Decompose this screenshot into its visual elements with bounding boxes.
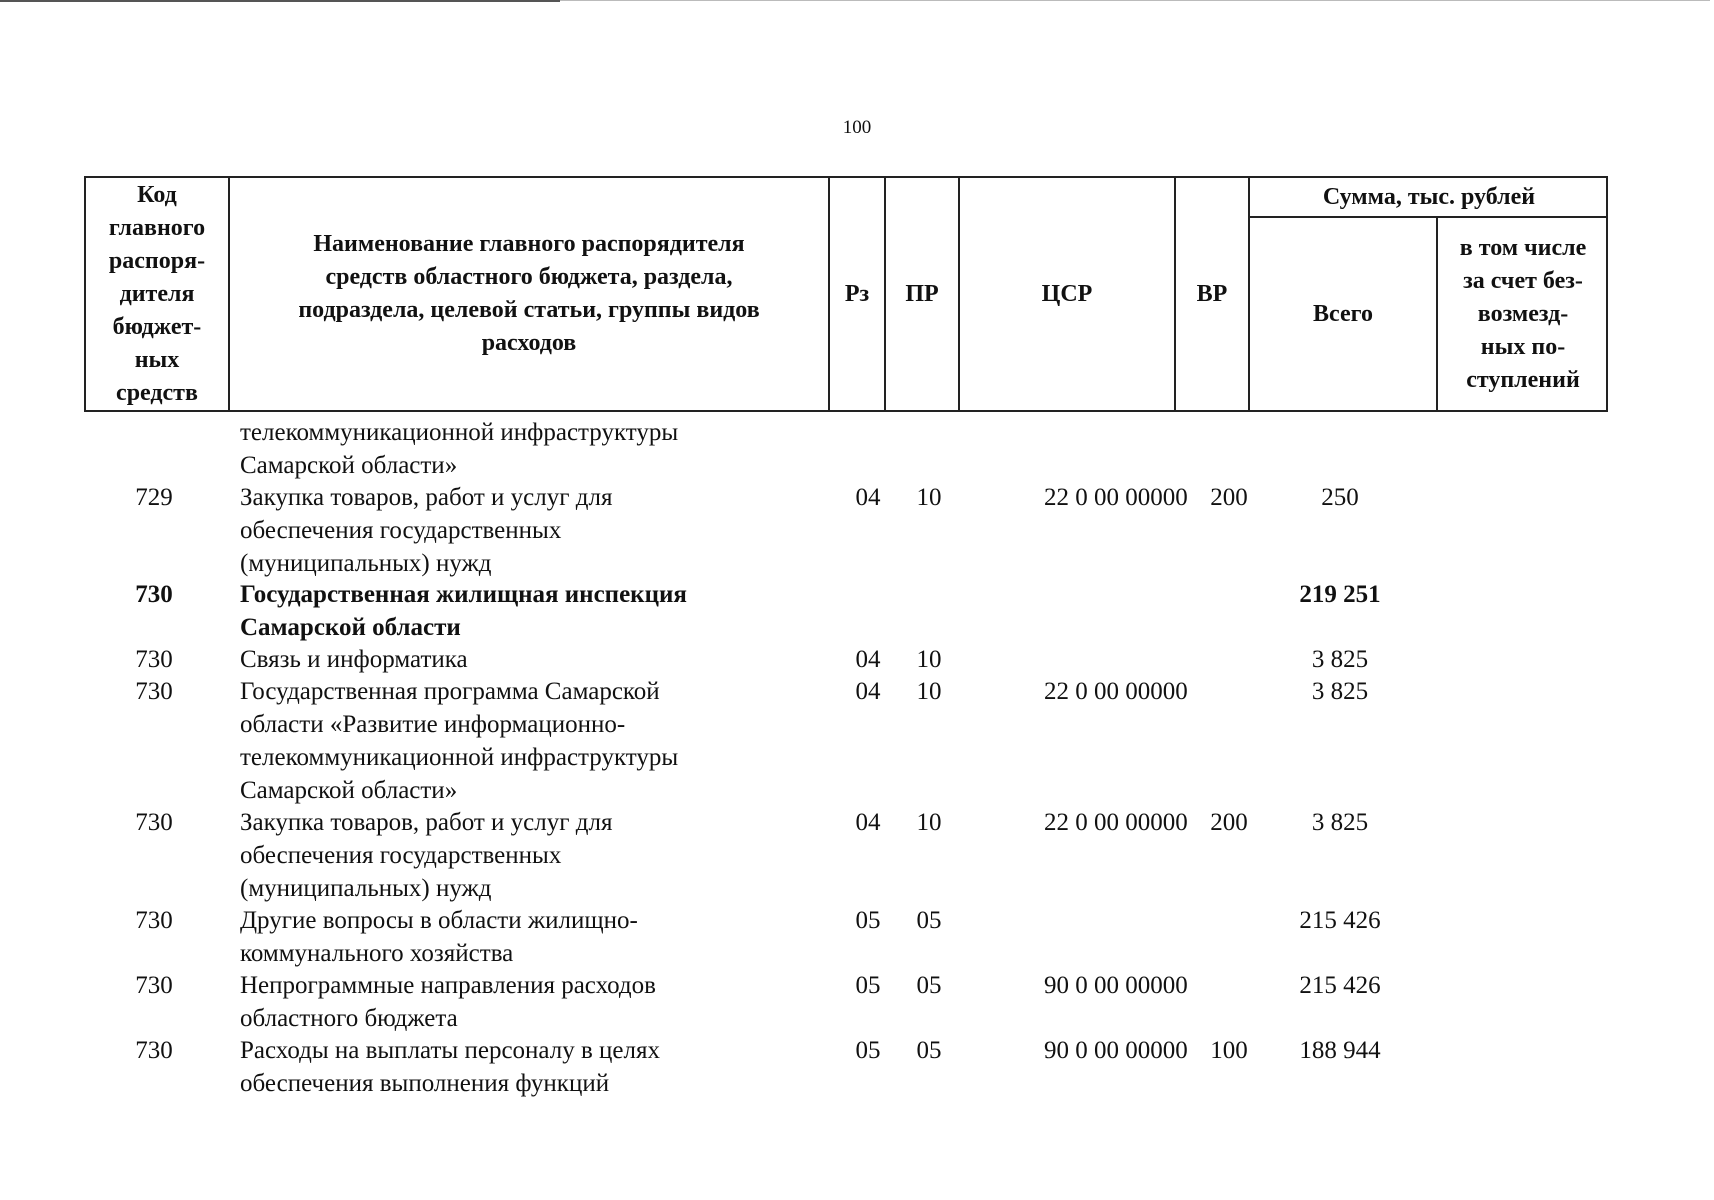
row-name — [240, 643, 840, 676]
row-total: 3 825 — [1311, 646, 1369, 673]
row-total: 219 251 — [1299, 581, 1381, 608]
header-name-text — [298, 228, 759, 360]
header-line: возмезд- — [1477, 300, 1569, 327]
page-number: 100 — [842, 117, 872, 138]
row-name-line: обеспечения выполнения функций — [240, 1070, 610, 1097]
row-name-line: Самарской области — [240, 614, 461, 641]
row-name-line: Закупка товаров, работ и услуг для — [240, 809, 613, 836]
header-line: ступлений — [1466, 366, 1580, 393]
row-name-line: коммунального хозяйства — [240, 940, 514, 967]
row-code: 730 — [135, 1037, 173, 1064]
header-rz: Рз — [844, 280, 870, 307]
row-code: 729 — [135, 484, 173, 511]
header-line: ных — [134, 346, 180, 373]
row-csr: 90 0 00 00000 — [1044, 1037, 1188, 1064]
header-line: средств — [116, 379, 198, 406]
row-total: 215 426 — [1299, 972, 1381, 999]
top-rule — [0, 0, 560, 2]
row-rz: 05 — [855, 1037, 881, 1064]
header-line: подраздела, целевой статьи, группы видов — [298, 297, 760, 323]
row-name-line: областного бюджета — [240, 1005, 458, 1032]
row-name-line: области «Развитие информационно- — [240, 711, 626, 738]
row-code: 730 — [135, 809, 173, 836]
row-total: 250 — [1321, 484, 1359, 511]
row-total: 3 825 — [1311, 809, 1369, 836]
row-name — [240, 904, 840, 970]
header-line: главного — [108, 214, 206, 241]
row-pr: 05 — [916, 972, 942, 999]
row-name-line: (муниципальных) нужд — [240, 550, 492, 577]
row-name — [240, 578, 840, 644]
header-free — [1438, 218, 1608, 410]
row-name-line: телекоммуникационной инфраструктуры — [240, 744, 679, 771]
row-name-line: Другие вопросы в области жилищно- — [240, 907, 638, 934]
row-csr: 22 0 00 00000 — [1044, 678, 1188, 705]
row-name — [240, 806, 840, 905]
row-total: 215 426 — [1299, 907, 1381, 934]
row-total: 188 944 — [1299, 1037, 1381, 1064]
row-name-line: обеспечения государственных — [240, 842, 562, 869]
row-code: 730 — [135, 581, 173, 608]
table-header — [84, 176, 1608, 412]
row-name — [240, 969, 840, 1035]
row-csr: 90 0 00 00000 — [1044, 972, 1188, 999]
row-name-line: Закупка товаров, работ и услуг для — [240, 484, 613, 511]
row-name-line: (муниципальных) нужд — [240, 875, 492, 902]
row-name-line: Государственная жилищная инспекция — [240, 581, 687, 608]
header-line: бюджет- — [112, 313, 202, 340]
header-line: средств областного бюджета, раздела, — [325, 264, 733, 290]
header-line: дителя — [119, 280, 195, 307]
row-pr: 10 — [916, 646, 942, 673]
row-csr: 22 0 00 00000 — [1044, 484, 1188, 511]
header-line: Код — [137, 181, 177, 208]
row-name-line: Связь и информатика — [240, 646, 468, 673]
row-code: 730 — [135, 972, 173, 999]
header-line: ных по- — [1480, 333, 1566, 360]
row-pr: 05 — [916, 1037, 942, 1064]
row-name-line: Государственная программа Самарской — [240, 678, 660, 705]
header-line: в том числе — [1459, 234, 1587, 261]
row-code: 730 — [135, 907, 173, 934]
row-total: 3 825 — [1311, 678, 1369, 705]
row-name — [240, 675, 840, 807]
header-pr: ПР — [905, 280, 939, 307]
row-rz: 04 — [855, 484, 881, 511]
row-vr: 200 — [1210, 484, 1248, 511]
row-rz: 04 — [855, 678, 881, 705]
row-rz: 05 — [855, 907, 881, 934]
row-rz: 04 — [855, 646, 881, 673]
row-name — [240, 1034, 840, 1100]
row-name-line: обеспечения государственных — [240, 517, 562, 544]
row-name — [240, 481, 840, 580]
header-csr: ЦСР — [1041, 280, 1093, 307]
row-pr: 10 — [916, 809, 942, 836]
header-line: распоря- — [108, 247, 206, 274]
header-free-text — [1460, 232, 1586, 397]
row-name-line: Самарской области» — [240, 777, 458, 804]
row-code: 730 — [135, 678, 173, 705]
header-line: за счет без- — [1463, 267, 1583, 294]
row-rz: 05 — [855, 972, 881, 999]
row-code: 730 — [135, 646, 173, 673]
header-code-text — [109, 179, 205, 410]
row-name-line: Расходы на выплаты персоналу в целях — [240, 1037, 660, 1064]
row-name — [240, 416, 840, 482]
row-name-line: Самарской области» — [240, 452, 458, 479]
row-pr: 05 — [916, 907, 942, 934]
row-vr: 100 — [1210, 1037, 1248, 1064]
top-rule-light — [560, 0, 1710, 1]
row-name-line: телекоммуникационной инфраструктуры — [240, 419, 679, 446]
header-total: Всего — [1313, 300, 1373, 327]
header-name — [230, 178, 828, 410]
row-rz: 04 — [855, 809, 881, 836]
row-pr: 10 — [916, 484, 942, 511]
row-pr: 10 — [916, 678, 942, 705]
row-vr: 200 — [1210, 809, 1248, 836]
header-line: расходов — [481, 330, 577, 356]
header-code — [86, 178, 228, 410]
header-vr: ВР — [1196, 280, 1228, 307]
row-csr: 22 0 00 00000 — [1044, 809, 1188, 836]
header-line: Наименование главного распорядителя — [313, 231, 745, 257]
row-name-line: Непрограммные направления расходов — [240, 972, 656, 999]
header-sum: Сумма, тыс. рублей — [1322, 183, 1536, 210]
